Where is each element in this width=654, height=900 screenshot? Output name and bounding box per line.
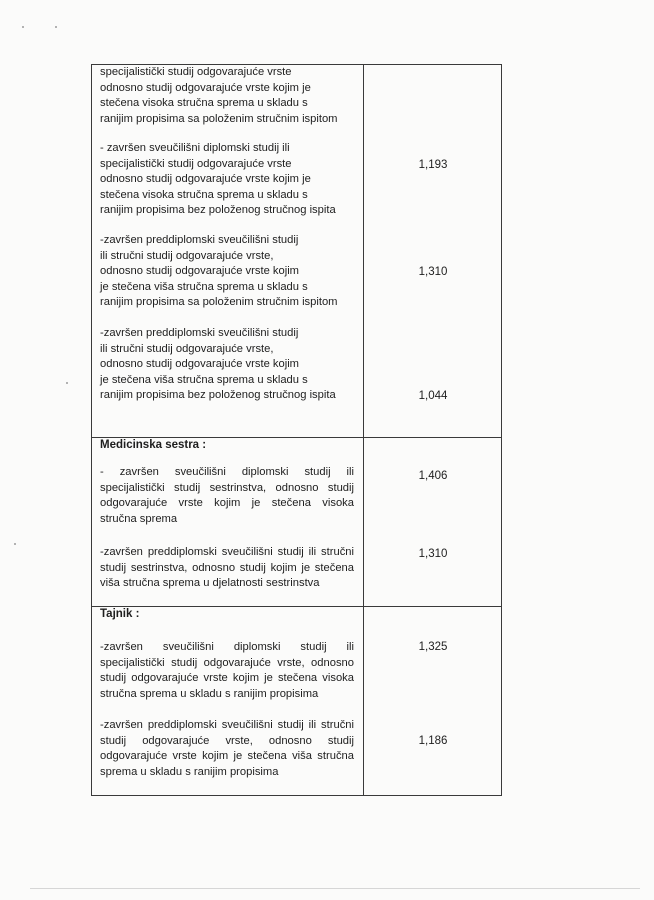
text-line: -završen sveučilišni diplomski studij ili xyxy=(100,641,354,653)
section-title-tajnik: Tajnik : xyxy=(100,608,140,620)
text-line: sprema u skladu s ranijim propisima xyxy=(100,765,279,778)
text-line: odnosno studij odgovarajuće vrste kojim xyxy=(100,358,299,371)
table-cell-qualification xyxy=(100,545,354,592)
text-line: odnosno studij odgovarajuće vrste kojim je xyxy=(100,81,311,94)
text-line: stečena visoka stručna sprema u skladu s xyxy=(100,97,308,110)
column-divider xyxy=(363,64,364,796)
coefficient-value: 1,310 xyxy=(418,548,448,560)
text-line: specijalistički studij sestrinstva, odnosno studij xyxy=(100,481,354,494)
text-line: -završen preddiplomski sveučilišni studij xyxy=(100,234,299,246)
table-cell-qualification xyxy=(100,718,354,780)
text-line: stručna sprema u skladu s ranijim propisima xyxy=(100,687,319,700)
text-line: ili stručni studij odgovarajuće vrste, xyxy=(100,249,274,262)
text-line: ranijim propisima sa položenim stručnim ispitom xyxy=(100,112,338,125)
scan-speck xyxy=(55,26,57,28)
coefficient-value: 1,310 xyxy=(418,266,448,278)
coefficient-value: 1,044 xyxy=(418,390,448,402)
text-line: ili stručni studij odgovarajuće vrste, xyxy=(100,342,274,355)
text-line: je stečena viša stručna sprema u skladu s xyxy=(100,280,308,293)
row-divider-tajnik xyxy=(91,606,502,607)
scan-speck xyxy=(14,543,16,545)
table-cell-qualification xyxy=(100,465,354,527)
text-line: -završen preddiplomski sveučilišni studij ili stručni xyxy=(100,546,354,558)
section-title-medicinska-sestra: Medicinska sestra : xyxy=(100,439,207,451)
table-cell-qualification xyxy=(100,65,338,127)
text-line: stečena visoka stručna sprema u skladu s xyxy=(100,188,308,201)
coefficient-value: 1,186 xyxy=(418,735,448,747)
row-divider-medicinska-sestra xyxy=(91,437,502,438)
text-line: specijalistički studij odgovarajuće vrste, odnosno xyxy=(100,656,354,669)
text-line: studij sestrinstva, odnosno studij kojim je stečena xyxy=(100,561,354,574)
text-line: studij odgovarajuće vrste kojim je stečena visoka xyxy=(100,672,354,685)
text-line: viša stručna sprema u djelatnosti sestrinstva xyxy=(100,577,320,590)
text-line: odnosno studij odgovarajuće vrste kojim xyxy=(100,265,299,278)
scan-speck xyxy=(66,382,68,384)
table-cell-qualification xyxy=(100,141,336,219)
text-line: stručna sprema xyxy=(100,512,178,525)
text-line: -završen preddiplomski sveučilišni studij ili stručni xyxy=(100,719,354,731)
text-line: odnosno studij odgovarajuće vrste kojim je xyxy=(100,173,311,186)
text-line: je stečena viša stručna sprema u skladu s xyxy=(100,373,308,386)
text-line: odgovarajuće vrste kojim je stečena visoka xyxy=(100,497,354,510)
coefficient-value: 1,193 xyxy=(418,159,448,171)
table-cell-qualification xyxy=(100,233,338,311)
text-line: -završen preddiplomski sveučilišni studij xyxy=(100,327,299,339)
text-line: odgovarajuće vrste kojim je stečena viša stručna xyxy=(100,750,354,763)
text-line: - završen sveučilišni diplomski studij ili xyxy=(100,466,354,478)
coefficient-value: 1,325 xyxy=(418,641,448,653)
text-line: ranijim propisima sa položenim stručnim ispitom xyxy=(100,296,338,309)
table-cell-qualification xyxy=(100,640,354,702)
text-line: studij odgovarajuće vrste, odnosno studij xyxy=(100,734,354,747)
table-cell-qualification xyxy=(100,326,336,404)
text-line: specijalistički studij odgovarajuće vrste xyxy=(100,157,292,170)
text-line: specijalistički studij odgovarajuće vrste xyxy=(100,66,292,78)
text-line: ranijim propisima bez položenog stručnog ispita xyxy=(100,389,336,402)
coefficient-value: 1,406 xyxy=(418,470,448,482)
scan-speck xyxy=(22,26,24,28)
scan-edge-line xyxy=(30,888,640,889)
text-line: - završen sveučilišni diplomski studij ili xyxy=(100,142,290,154)
text-line: ranijim propisima bez položenog stručnog ispita xyxy=(100,204,336,217)
